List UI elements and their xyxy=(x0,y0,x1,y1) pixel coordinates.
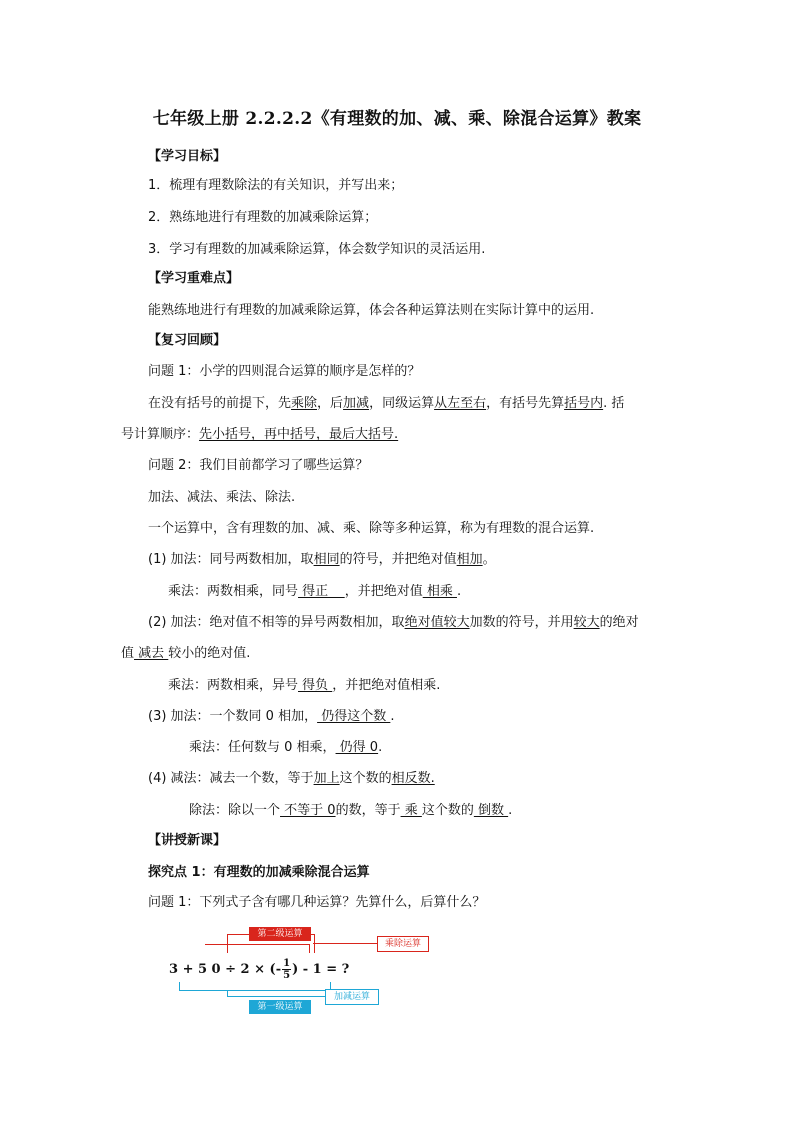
text-run: 这个数的 xyxy=(421,803,474,818)
top-bracket-connector xyxy=(313,943,377,944)
text-run: 除法：除以一个 xyxy=(189,803,281,818)
explore-heading: 探究点 1：有理数的加减乘除混合运算 xyxy=(148,865,370,880)
text-run: ，后 xyxy=(317,396,344,411)
blank-answer: 减去 xyxy=(134,646,169,661)
blank-answer: 相同 xyxy=(313,552,340,567)
operation-order-diagram xyxy=(165,922,421,1017)
blank-answer: 从左至右 xyxy=(434,396,487,411)
rule-3-add xyxy=(148,708,395,726)
text-run: ，同级运算 xyxy=(369,396,435,411)
formula-right: ) - 1 = ? xyxy=(292,961,350,977)
key-points-heading: 【学习重难点】 xyxy=(148,271,240,286)
text-run: (1) 加法：同号两数相加，取 xyxy=(148,552,314,567)
blank-answer: 倒数 xyxy=(473,803,509,818)
text-run: 在没有括号的前提下，先 xyxy=(148,396,292,411)
teach-heading: 【讲授新课】 xyxy=(148,833,227,848)
question-2: 问题 2：我们目前都学习了哪些运算？ xyxy=(148,458,369,473)
question-1: 问题 1：小学的四则混合运算的顺序是怎样的？ xyxy=(148,364,421,379)
level1-label: 第一级运算 xyxy=(249,1000,311,1014)
bottom-bracket-outer xyxy=(179,982,331,991)
text-run: 。 xyxy=(482,552,496,567)
rule-2-add-line-1 xyxy=(148,614,639,632)
text-run: ，有括号先算 xyxy=(486,396,565,411)
formula-left: 3 + 5 0 ÷ 2 × (- xyxy=(169,961,282,977)
level2-label: 第二级运算 xyxy=(249,927,311,941)
text-run: 的绝对 xyxy=(599,615,639,630)
blank-answer: 加减 xyxy=(343,396,370,411)
fraction-denominator: 5 xyxy=(283,969,291,981)
text-run: (3) 加法：一个数同 0 相加， xyxy=(148,709,318,724)
blank-answer: 乘 xyxy=(400,803,422,818)
text-run: (2) 加法：绝对值不相等的异号两数相加，取 xyxy=(148,615,405,630)
text-run: 乘法：任何数与 0 相乘， xyxy=(189,740,336,755)
blank-answer: 括号内 xyxy=(564,396,604,411)
rule-1-mul xyxy=(168,583,461,601)
goal-item: 2．熟练地进行有理数的加减乘除运算； xyxy=(148,210,378,225)
text-run: 这个数的 xyxy=(339,771,392,786)
text-run: ，并把绝对值相乘. xyxy=(332,678,441,693)
blank-answer: 不等于 0 xyxy=(280,803,336,818)
text-run: . xyxy=(390,709,395,724)
blank-answer: 相加 xyxy=(456,552,483,567)
text-run: 较小的绝对值. xyxy=(168,646,251,661)
blank-answer: 加上 xyxy=(313,771,340,786)
blank-answer: 相乘 xyxy=(422,584,457,599)
text-run: 乘法：两数相乘，异号 xyxy=(168,678,299,693)
blank-answer: 仍得 0 xyxy=(335,740,379,755)
fraction-numerator: 1 xyxy=(283,957,291,969)
blank-answer: 相反数. xyxy=(391,771,435,786)
text-run: 值 xyxy=(121,646,135,661)
question-3: 问题 1：下列式子含有哪几种运算？先算什么，后算什么？ xyxy=(148,895,486,910)
text-run: 的数，等于 xyxy=(335,803,401,818)
rule-2-mul xyxy=(168,677,440,695)
rule-3-mul xyxy=(189,739,382,757)
blank-answer: 绝对值较大 xyxy=(404,615,470,630)
page-title: 七年级上册 2.2.2.2《有理数的加、减、乘、除混合运算》教案 xyxy=(152,109,642,129)
key-points-text: 能熟练地进行有理数的加减乘除运算，体会各种运算法则在实际计算中的运用. xyxy=(148,303,595,318)
blank-answer: 乘除 xyxy=(291,396,318,411)
text-run: 的符号，并把绝对值 xyxy=(339,552,457,567)
text-run: ，并把绝对值 xyxy=(344,584,423,599)
text-run: . 括 xyxy=(603,396,625,411)
answer-2: 加法、减法、乘法、除法. xyxy=(148,490,296,505)
text-run: . xyxy=(508,803,513,818)
blank-answer: 仍得这个数 xyxy=(317,709,391,724)
mixed-definition: 一个运算中，含有理数的加、减、乘、除等多种运算，称为有理数的混合运算. xyxy=(148,521,595,536)
fraction xyxy=(282,958,291,981)
rule-1-add xyxy=(148,551,496,569)
review-heading: 【复习回顾】 xyxy=(148,333,227,348)
text-run: . xyxy=(378,740,383,755)
text-run: 号计算顺序： xyxy=(121,427,200,442)
rule-2-add-line-2 xyxy=(121,645,250,663)
blank-answer: 得负 xyxy=(298,678,333,693)
goals-heading: 【学习目标】 xyxy=(148,149,227,164)
goal-item: 3．学习有理数的加减乘除运算，体会数学知识的灵活运用. xyxy=(148,242,486,257)
text-run: 乘法：两数相乘，同号 xyxy=(168,584,299,599)
text-run: . xyxy=(456,584,462,599)
text-run: 加数的符号，并用 xyxy=(469,615,574,630)
addsub-label: 加减运算 xyxy=(325,989,379,1005)
blank-answer: 较大 xyxy=(573,615,600,630)
blank-answer: 得正 xyxy=(298,584,345,599)
text-run: (4) 减法：减去一个数，等于 xyxy=(148,771,314,786)
bottom-bracket-right xyxy=(227,996,325,997)
answer-1-line-2 xyxy=(121,426,398,444)
answer-1-line-1 xyxy=(148,395,624,413)
muldiv-label: 乘除运算 xyxy=(377,936,429,952)
blank-answer: 先小括号，再中括号，最后大括号. xyxy=(199,427,399,442)
top-bracket-inner xyxy=(205,944,310,953)
rule-4-sub xyxy=(148,770,435,788)
formula xyxy=(169,954,349,984)
goal-item: 1．梳理有理数除法的有关知识，并写出来； xyxy=(148,178,404,193)
rule-4-div xyxy=(189,802,512,820)
